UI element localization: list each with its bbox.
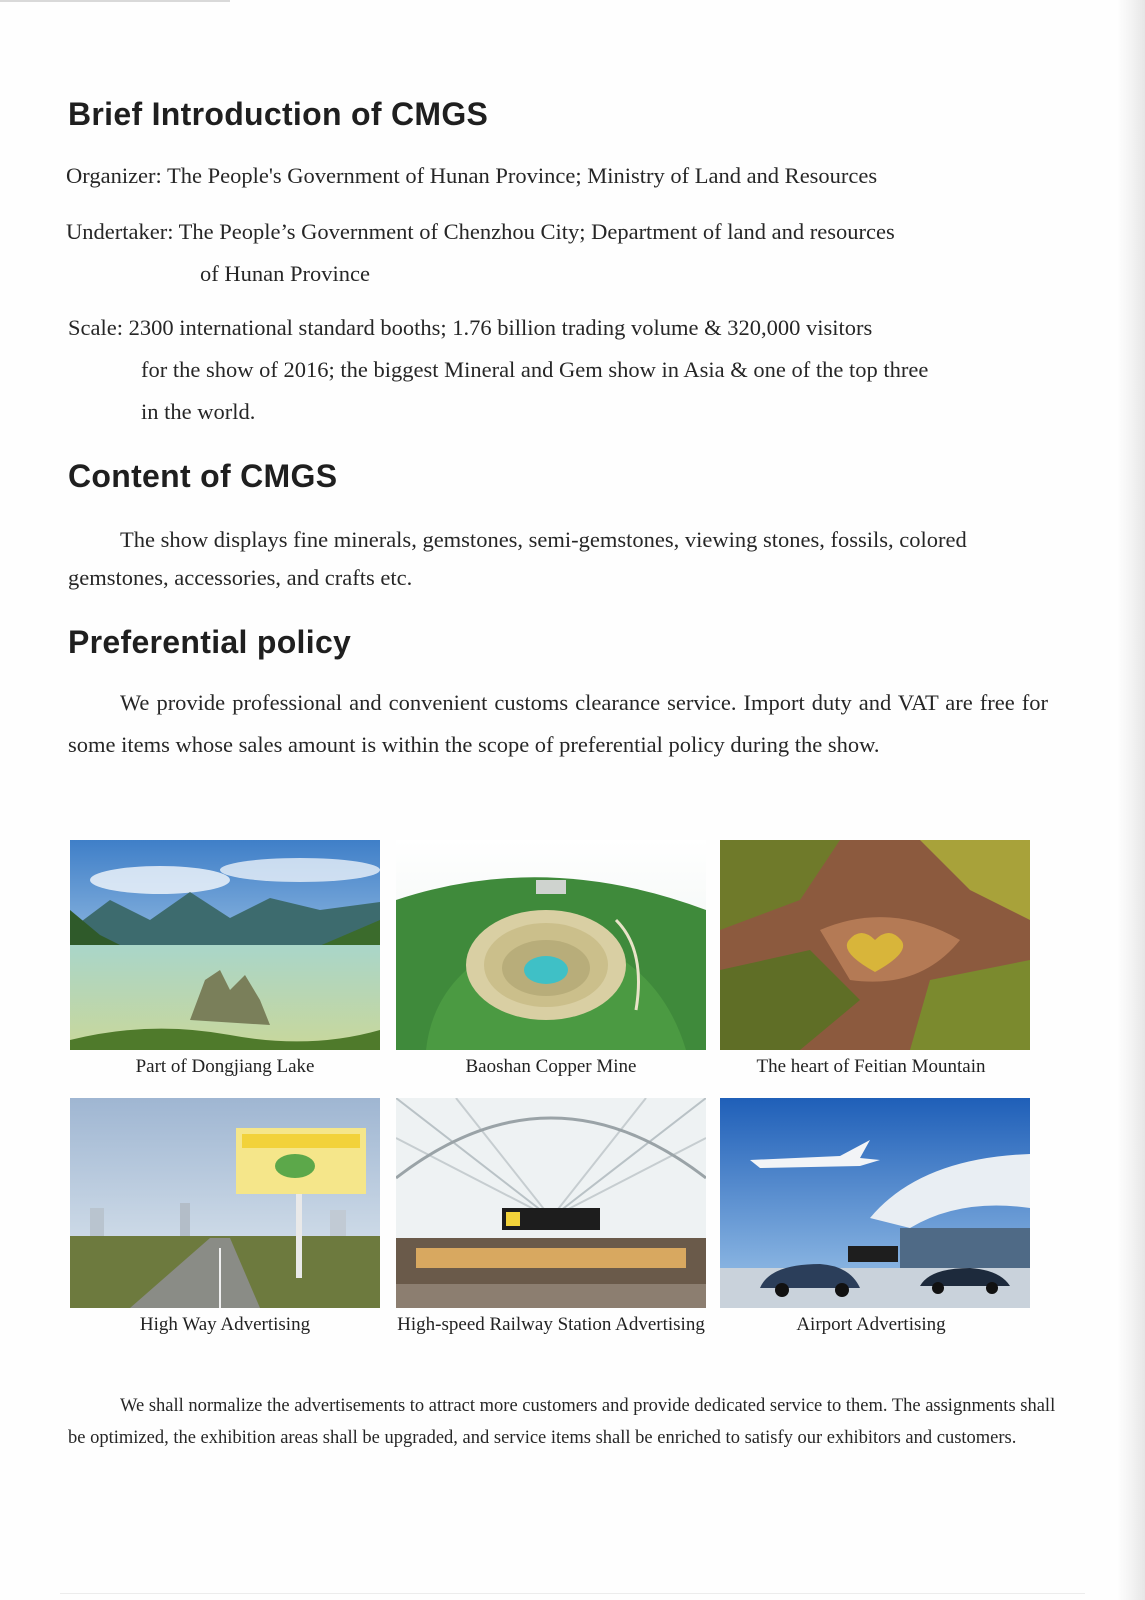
dongjiang-lake-photo	[70, 840, 380, 1050]
content-heading: Content of CMGS	[68, 458, 338, 494]
railway-station-advertising-photo	[396, 1098, 706, 1308]
undertaker-continuation: of Hunan Province	[200, 261, 370, 286]
highway-advertising-caption: High Way Advertising	[139, 1314, 311, 1335]
scale-line: Scale: 2300 international standard booths; 1.76 billion trading volume & 320,000 visitors	[68, 315, 873, 340]
feitian-mountain-caption: The heart of Feitian Mountain	[756, 1056, 986, 1077]
airport-advertising-photo	[720, 1098, 1030, 1308]
feitian-mountain-photo	[720, 840, 1030, 1050]
highway-advertising-photo	[70, 1098, 380, 1308]
organizer-line: Organizer: The People's Government of Hunan Province; Ministry of Land and Resources	[66, 163, 878, 188]
airport-advertising-caption: Airport Advertising	[796, 1314, 946, 1335]
policy-paragraph: We provide professional and convenient customs clearance service. Import duty and VAT are free for some items whose sales amount is within the scope of preferential policy during the show.	[68, 690, 1048, 757]
page-bottom-mark	[60, 1593, 1085, 1594]
closing-paragraph: We shall normalize the advertisements to attract more customers and provide dedicated service to them. The assignments shall be optimized, the exhibition areas shall be upgraded, and service items shall be enriched to satisfy our exhibitors and customers.	[68, 1396, 1056, 1448]
scale-continuation: for the show of 2016; the biggest Mineral and Gem show in Asia & one of the top three	[141, 357, 929, 382]
intro-heading: Brief Introduction of CMGS	[68, 96, 489, 132]
undertaker-line: Undertaker: The People’s Government of Chenzhou City; Department of land and resources	[66, 219, 895, 244]
baoshan-copper-mine-caption: Baoshan Copper Mine	[465, 1056, 637, 1077]
policy-heading: Preferential policy	[68, 624, 352, 660]
scale-continuation-end: in the world.	[141, 399, 256, 424]
content-paragraph: The show displays fine minerals, gemstones, semi-gemstones, viewing stones, fossils, colored gemstones, accessories, and crafts etc.	[68, 527, 967, 590]
dongjiang-lake-caption: Part of Dongjiang Lake	[135, 1056, 315, 1077]
page-edge-shadow	[1117, 0, 1145, 1600]
baoshan-copper-mine-photo	[396, 840, 706, 1050]
page-top-mark	[0, 0, 230, 2]
railway-station-advertising-caption: High-speed Railway Station Advertising	[397, 1314, 705, 1335]
